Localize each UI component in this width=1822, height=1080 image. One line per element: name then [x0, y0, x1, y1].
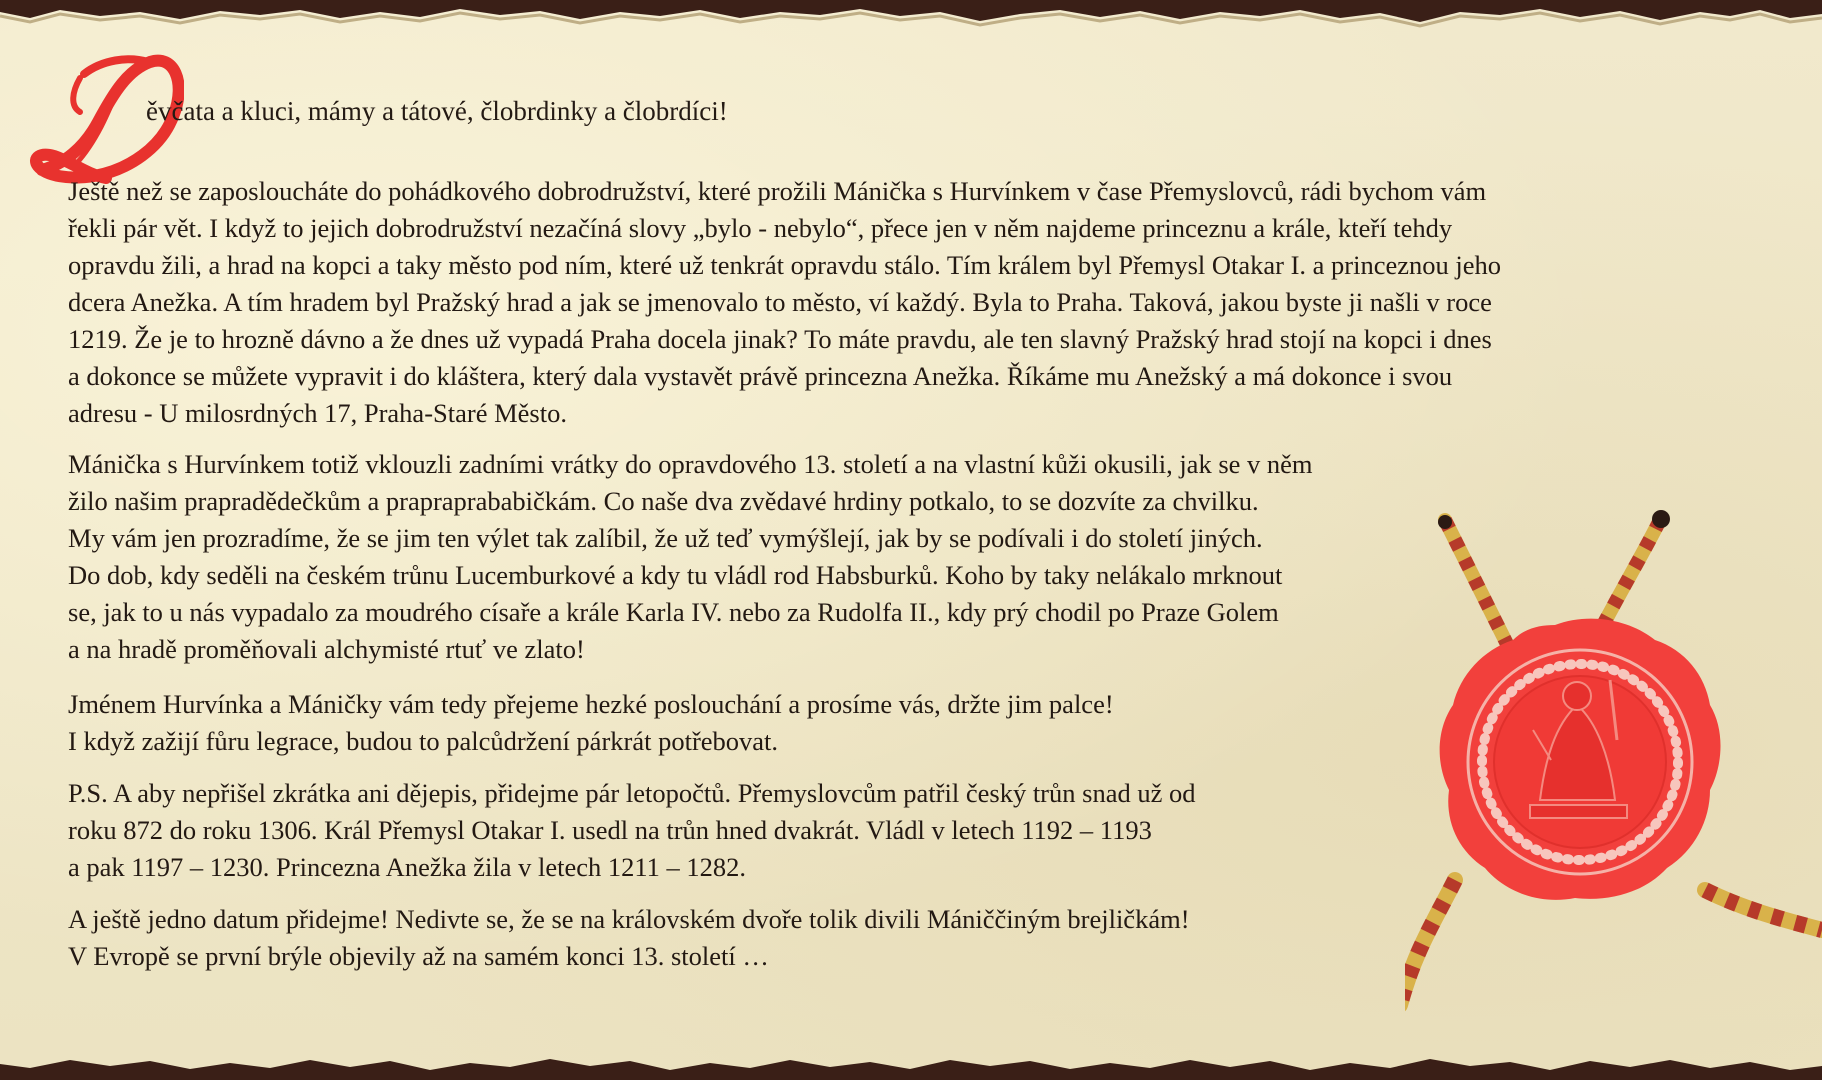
text-line: a na hradě proměňovali alchymisté rtuť ve zlato! [68, 634, 585, 664]
text-line: Mánička s Hurvínkem totiž vklouzli zadními vrátky do opravdového 13. století a na vlastní kůži okusili, jak se v něm [68, 449, 1313, 479]
text-line: I když zažijí fůru legrace, budou to palcůdržení párkrát potřebovat. [68, 726, 779, 756]
text-line: opravdu žili, a hrad na kopci a taky město pod ním, které už tenkrát opravdu stálo. Tím králem byl Přemysl Otakar I. a princeznou jeho [68, 250, 1502, 280]
text-line: P.S. A aby nepřišel zkrátka ani dějepis, přidejme pár letopočtů. Přemyslovcům patřil český trůn snad už od [68, 778, 1196, 808]
torn-edge-bottom [0, 1046, 1822, 1080]
text-line: adresu - U milosrdných 17, Praha-Staré Město. [68, 398, 567, 428]
text-line: Jménem Hurvínka a Máničky vám tedy přejeme hezké poslouchání a prosíme vás, držte jim palce! [68, 689, 1114, 719]
text-line: se, jak to u nás vypadalo za moudrého císaře a krále Karla IV. nebo za Rudolfa II., kdy prý chodil po Praze Golem [68, 597, 1279, 627]
text-line: roku 872 do roku 1306. Král Přemysl Otakar I. usedl na trůn hned dvakrát. Vládl v letech 1192 – 1193 [68, 815, 1152, 845]
paragraph-intro [68, 173, 1501, 432]
torn-edge-top [0, 0, 1822, 40]
letter-greeting: ěvčata a kluci, mámy a tátové, člobrdinky a člobrdíci! [146, 96, 728, 126]
text-line: a dokonce se můžete vypravit i do kláštera, který dala vystavět právě princezna Anežka. Říkáme mu Anežský a má dokonce i svou [68, 361, 1453, 391]
paragraph-time-travel [68, 446, 1313, 668]
text-line: V Evropě se první brýle objevily až na samém konci 13. století … [68, 941, 769, 971]
paragraph-postscript [68, 775, 1195, 886]
text-line: Do dob, kdy seděli na českém trůnu Lucemburkové a kdy tu vládl rod Habsburků. Koho by taky nelákalo mrknout [68, 560, 1283, 590]
text-line: A ještě jedno datum přidejme! Nedivte se, že se na královském dvoře tolik divili Mániččiným brejličkám! [68, 904, 1190, 934]
paragraph-wishes [68, 686, 1114, 760]
text-line: 1219. Že je to hrozně dávno a že dnes už vypadá Praha docela jinak? To máte pravdu, ale ten slavný Pražský hrad stojí na kopci i dnes [68, 324, 1492, 354]
text-line: My vám jen prozradíme, že se jim ten výlet tak zalíbil, že už teď vymýšlejí, jak by se podívali i do století jiných. [68, 523, 1263, 553]
text-line: dcera Anežka. A tím hradem byl Pražský hrad a jak se jmenovalo to město, ví každý. Byla to Praha. Taková, jakou byste ji našli v roce [68, 287, 1492, 317]
text-line: žilo našim prapradědečkům a prapraprababičkám. Co naše dva zvědavé hrdiny potkalo, to se dozvíte za chvilku. [68, 486, 1259, 516]
text-line: a pak 1197 – 1230. Princezna Anežka žila v letech 1211 – 1282. [68, 852, 747, 882]
paragraph-glasses [68, 901, 1190, 975]
text-line: řekli pár vět. I když to jejich dobrodružství nezačíná slovy „bylo - nebylo“, přece jen v něm najdeme princeznu a krále, kteří tehdy [68, 213, 1453, 243]
text-line: Ještě než se zaposloucháte do pohádkového dobrodružství, které prožili Mánička s Hurvínkem v čase Přemyslovců, rádi bychom vám [68, 176, 1487, 206]
wax-seal-icon [1405, 500, 1822, 1030]
